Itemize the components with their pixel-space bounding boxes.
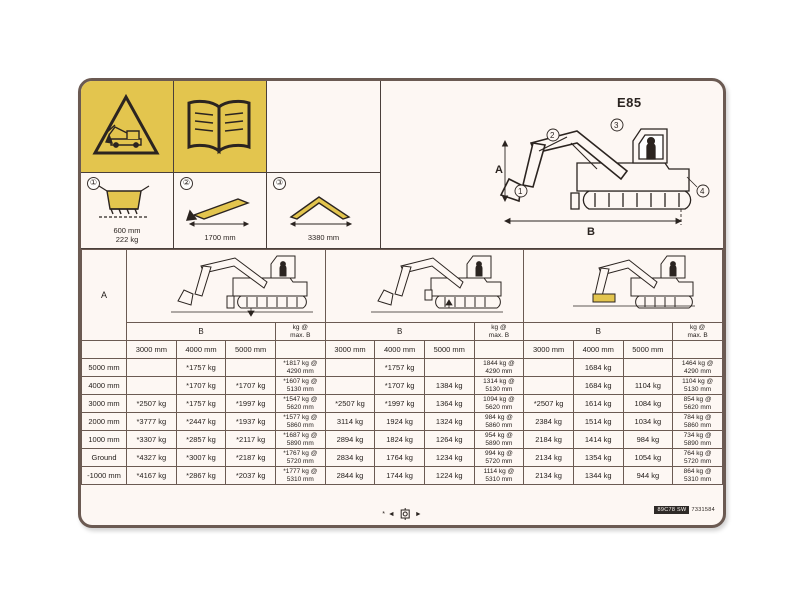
cell-g3-kg: 764 kg @ 5720 mm (673, 449, 723, 467)
cell-g2-c2: 1924 kg (375, 413, 425, 431)
cell-g2-c3: 1384 kg (424, 377, 474, 395)
cell-g3-c1: 2384 kg (524, 413, 574, 431)
plate-footer (81, 503, 723, 525)
table-row (82, 449, 723, 467)
cell-g3-kg: 784 kg @ 5860 mm (673, 413, 723, 431)
cell-g2-c3 (424, 359, 474, 377)
cell-g2-kg: 1114 kg @ 5310 mm (474, 467, 524, 485)
cell-g2-c2: *1707 kg (375, 377, 425, 395)
cell-g1-c1: *4167 kg (127, 467, 177, 485)
legend-number-2: ② (180, 177, 193, 190)
kg-blank-3 (673, 341, 723, 359)
config-picture-3 (524, 250, 723, 323)
table-row (82, 467, 723, 485)
a-blank-cell (82, 341, 127, 359)
kg-blank-2 (474, 341, 524, 359)
config-picture-2 (325, 250, 524, 323)
legend-caption-2: 1700 mm (204, 233, 236, 242)
cell-g3-kg: 734 kg @ 5890 mm (673, 431, 723, 449)
cell-g1-kg: *1687 kg @ 5890 mm (275, 431, 325, 449)
plate-part-codes (654, 506, 715, 514)
cell-g3-c2: 1684 kg (573, 359, 623, 377)
row-a-value: 5000 mm (82, 359, 127, 377)
cell-g3-c1 (524, 377, 574, 395)
cell-g2-c3: 1264 kg (424, 431, 474, 449)
lifting-capacity-plate (78, 78, 726, 528)
cell-g1-c3: *2037 kg (226, 467, 276, 485)
table-row (82, 395, 723, 413)
b-col-2-2: 4000 mm (375, 341, 425, 359)
cell-g3-c1: 2134 kg (524, 467, 574, 485)
footnote-asterisk: * (382, 510, 385, 518)
kg-max-header-3: kg @ max. B (673, 323, 723, 341)
cell-g3-c1: 2184 kg (524, 431, 574, 449)
callout-1: 1 (518, 187, 523, 196)
a-column-header: A (82, 250, 127, 341)
cell-g1-c1 (127, 377, 177, 395)
table-distance-header-row (82, 341, 723, 359)
machine-overview-diagram (381, 81, 723, 249)
cell-g1-kg: *1817 kg @ 4290 mm (275, 359, 325, 377)
dimension-label-b: B (587, 226, 595, 238)
cell-g1-kg: *1607 kg @ 5130 mm (275, 377, 325, 395)
b-col-1-2: 4000 mm (176, 341, 226, 359)
cell-g1-kg: *1547 kg @ 5620 mm (275, 395, 325, 413)
b-col-3-2: 4000 mm (573, 341, 623, 359)
legend-number-1: ① (87, 177, 100, 190)
b-col-3-1: 3000 mm (524, 341, 574, 359)
cell-g1-c1 (127, 359, 177, 377)
table-column-header-row (82, 323, 723, 341)
excavator-side-view-icon (381, 81, 726, 249)
cell-g3-kg: 864 kg @ 5310 mm (673, 467, 723, 485)
table-row (82, 431, 723, 449)
cell-g1-c1: *3307 kg (127, 431, 177, 449)
b-col-3-3: 5000 mm (623, 341, 673, 359)
cell-g2-kg: 1094 kg @ 5620 mm (474, 395, 524, 413)
cell-g2-c1 (325, 377, 375, 395)
capacity-table-wrapper (81, 249, 723, 525)
cell-g1-c2: *2867 kg (176, 467, 226, 485)
lifting-capacity-table (81, 249, 723, 485)
cell-g3-c1: 2134 kg (524, 449, 574, 467)
b-group-header-2: B (325, 323, 474, 341)
cell-g3-c2: 1684 kg (573, 377, 623, 395)
cell-g2-kg: 954 kg @ 5890 mm (474, 431, 524, 449)
table-picture-row (82, 250, 723, 323)
code-part-number: 7331584 (691, 507, 715, 513)
b-group-header-3: B (524, 323, 673, 341)
hydraulic-cylinder-icon (398, 507, 412, 521)
row-a-value: 1000 mm (82, 431, 127, 449)
cell-g1-kg: *1777 kg @ 5310 mm (275, 467, 325, 485)
cell-g1-c1: *3777 kg (127, 413, 177, 431)
dimension-label-a: A (495, 164, 503, 176)
warning-triangle-icon (81, 81, 172, 171)
cell-g3-c3: 984 kg (623, 431, 673, 449)
cell-g2-c1: *2507 kg (325, 395, 375, 413)
cell-g1-c3: *2187 kg (226, 449, 276, 467)
excavator-blade-down-icon (131, 250, 321, 322)
table-row (82, 377, 723, 395)
callout-4: 4 (700, 187, 705, 196)
cell-g2-c1 (325, 359, 375, 377)
cell-g3-c2: 1414 kg (573, 431, 623, 449)
cell-g1-c3: *1997 kg (226, 395, 276, 413)
arm-length-icon (174, 181, 265, 229)
kg-blank-1 (275, 341, 325, 359)
kg-max-header-2: kg @ max. B (474, 323, 524, 341)
arrow-left-icon: ◄ (387, 510, 395, 518)
cell-g1-c3 (226, 359, 276, 377)
cell-g3-c3: 1054 kg (623, 449, 673, 467)
cell-g2-c3: 1234 kg (424, 449, 474, 467)
model-label: E85 (617, 95, 642, 110)
excavator-blade-up-icon (339, 250, 509, 322)
excavator-over-front-icon (543, 250, 703, 322)
cell-g2-c1: 2834 kg (325, 449, 375, 467)
b-col-2-1: 3000 mm (325, 341, 375, 359)
cell-g2-c2: 1824 kg (375, 431, 425, 449)
arrow-right-icon: ► (414, 510, 422, 518)
boom-length-icon (267, 181, 379, 229)
cell-g3-kg: 1104 kg @ 5130 mm (673, 377, 723, 395)
plate-header-band (81, 81, 723, 249)
bucket-icon (81, 179, 172, 225)
b-col-1-1: 3000 mm (127, 341, 177, 359)
header-blank-cell (267, 81, 381, 173)
b-group-header-1: B (127, 323, 276, 341)
cell-g2-c1: 2844 kg (325, 467, 375, 485)
cell-g3-kg: 854 kg @ 5620 mm (673, 395, 723, 413)
cell-g3-c2: 1514 kg (573, 413, 623, 431)
cell-g2-c2: *1757 kg (375, 359, 425, 377)
cell-g2-kg: 1314 kg @ 5130 mm (474, 377, 524, 395)
cell-g2-c3: 1324 kg (424, 413, 474, 431)
cell-g3-c2: 1614 kg (573, 395, 623, 413)
config-picture-1 (127, 250, 326, 323)
cell-g3-c3: 1084 kg (623, 395, 673, 413)
cell-g3-c1: *2507 kg (524, 395, 574, 413)
cell-g1-kg: *1767 kg @ 5720 mm (275, 449, 325, 467)
callout-2: 2 (550, 131, 555, 140)
cell-g1-c3: *1937 kg (226, 413, 276, 431)
table-row (82, 413, 723, 431)
legend-caption-3: 3380 mm (307, 233, 340, 242)
cell-g2-c3: 1364 kg (424, 395, 474, 413)
cell-g1-c2: *2857 kg (176, 431, 226, 449)
cell-g3-c3: 1104 kg (623, 377, 673, 395)
cell-g1-c2: *1757 kg (176, 395, 226, 413)
cell-g1-c2: *1757 kg (176, 359, 226, 377)
cell-g3-c3: 944 kg (623, 467, 673, 485)
table-row (82, 359, 723, 377)
cell-g3-c1 (524, 359, 574, 377)
cell-g2-c1: 2894 kg (325, 431, 375, 449)
kg-max-header-1: kg @ max. B (275, 323, 325, 341)
row-a-value: Ground (82, 449, 127, 467)
cell-g3-c3 (623, 359, 673, 377)
cell-g1-c1: *2507 kg (127, 395, 177, 413)
code-revision: 89C78 SW (654, 506, 689, 514)
legend-caption-1: 600 mm 222 kg (113, 226, 141, 244)
cell-g2-kg: 1844 kg @ 4290 mm (474, 359, 524, 377)
legend-cell-arm (174, 173, 267, 249)
cell-g1-c3: *2117 kg (226, 431, 276, 449)
open-manual-icon (174, 81, 265, 171)
b-col-1-3: 5000 mm (226, 341, 276, 359)
footnote-hydraulic-limit (382, 507, 422, 521)
cell-g2-c2: 1744 kg (375, 467, 425, 485)
legend-number-3: ③ (273, 177, 286, 190)
cell-g1-c2: *2447 kg (176, 413, 226, 431)
cell-g3-c2: 1344 kg (573, 467, 623, 485)
legend-cell-bucket (81, 173, 174, 249)
read-manual-cell (174, 81, 267, 173)
cell-g2-kg: 984 kg @ 5860 mm (474, 413, 524, 431)
cell-g2-c3: 1224 kg (424, 467, 474, 485)
cell-g2-c2: *1997 kg (375, 395, 425, 413)
b-col-2-3: 5000 mm (424, 341, 474, 359)
cell-g2-c1: 3114 kg (325, 413, 375, 431)
legend-cell-boom (267, 173, 381, 249)
warning-triangle-cell (81, 81, 174, 173)
cell-g1-kg: *1577 kg @ 5860 mm (275, 413, 325, 431)
cell-g1-c2: *1707 kg (176, 377, 226, 395)
cell-g2-kg: 994 kg @ 5720 mm (474, 449, 524, 467)
row-a-value: -1000 mm (82, 467, 127, 485)
cell-g3-c3: 1034 kg (623, 413, 673, 431)
cell-g1-c1: *4327 kg (127, 449, 177, 467)
cell-g3-kg: 1464 kg @ 4290 mm (673, 359, 723, 377)
row-a-value: 2000 mm (82, 413, 127, 431)
cell-g3-c2: 1354 kg (573, 449, 623, 467)
row-a-value: 4000 mm (82, 377, 127, 395)
callout-3: 3 (614, 121, 619, 130)
cell-g1-c3: *1707 kg (226, 377, 276, 395)
cell-g2-c2: 1764 kg (375, 449, 425, 467)
cell-g1-c2: *3007 kg (176, 449, 226, 467)
row-a-value: 3000 mm (82, 395, 127, 413)
